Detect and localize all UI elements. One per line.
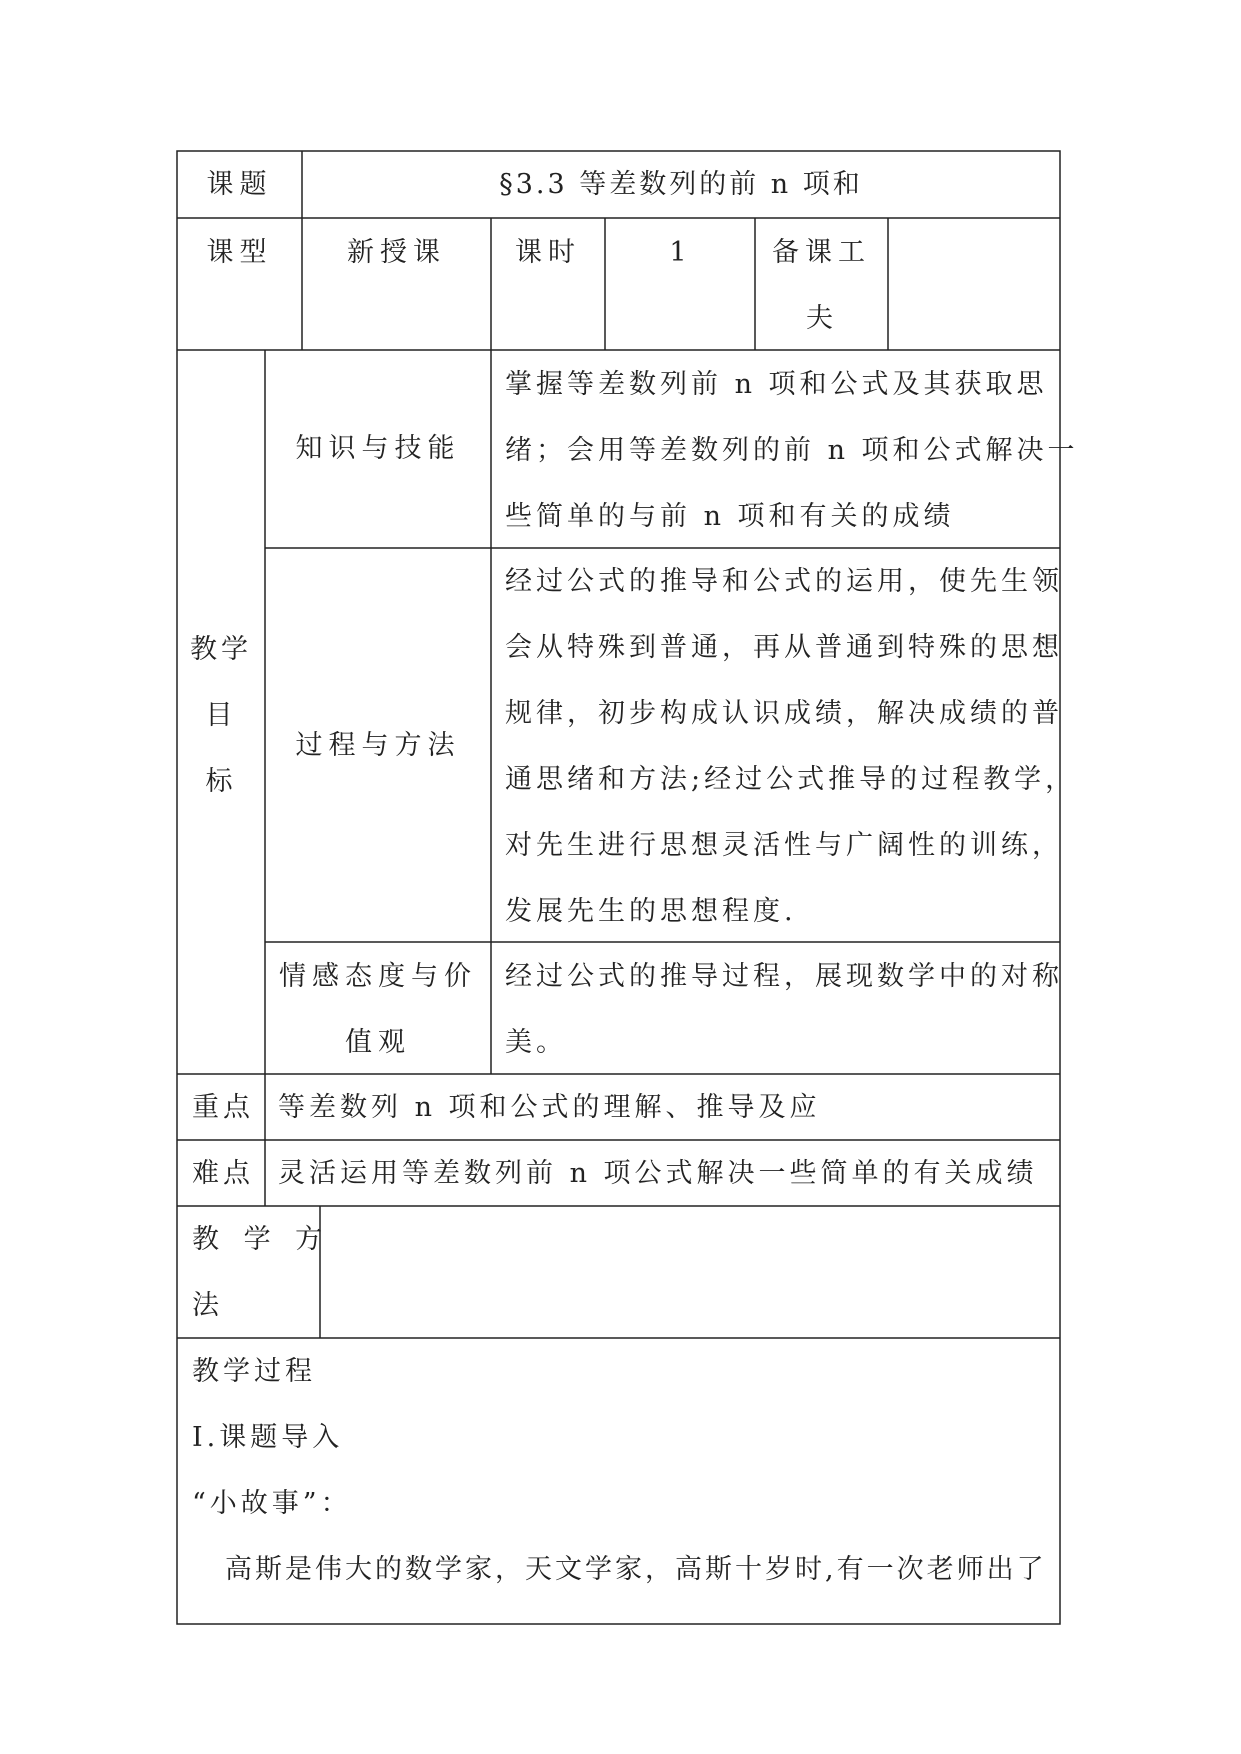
teaching-process-heading: 教学过程 <box>192 1356 316 1387</box>
objectives-label-line2: 目 <box>205 700 237 731</box>
process-methods-line: 规律，初步构成认识成绩，解决成绩的普 <box>505 698 1063 729</box>
topic-title: §3.3 等差数列的前 n 项和 <box>499 169 863 200</box>
process-methods-line: 会从特殊到普通，再从普通到特殊的思想 <box>505 632 1063 663</box>
objectives-label-line3: 标 <box>205 766 237 797</box>
key-point-value: 等差数列 n 项和公式的理解、推导及应 <box>278 1092 821 1123</box>
lesson-type-label: 课型 <box>206 237 273 268</box>
lesson-type-value: 新授课 <box>347 237 446 268</box>
emotion-values-label-line1: 情感态度与价 <box>279 961 477 992</box>
topic-label: 课题 <box>206 169 273 200</box>
knowledge-skills-line: 绪；会用等差数列的前 n 项和公式解决一 <box>505 435 1079 466</box>
process-methods-line: 通思绪和方法;经过公式推导的过程教学， <box>505 764 1077 795</box>
process-methods-label: 过程与方法 <box>295 730 461 761</box>
knowledge-skills-label: 知识与技能 <box>295 433 461 464</box>
emotion-values-line: 美。 <box>505 1027 567 1058</box>
course-intro-heading: Ⅰ.课题导入 <box>192 1422 344 1453</box>
prep-effort-label-line1: 备课工 <box>772 237 871 268</box>
difficulty-label: 难点 <box>192 1158 254 1189</box>
teaching-method-label-line2: 法 <box>192 1290 223 1321</box>
process-methods-line: 发展先生的思想程度. <box>505 896 797 927</box>
teaching-method-label-line1: 教 学 方 <box>192 1224 331 1255</box>
process-methods-line: 经过公式的推导和公式的运用，使先生领 <box>505 566 1063 597</box>
process-methods-line: 对先生进行思想灵活性与广阔性的训练， <box>505 830 1063 861</box>
lesson-hours-label: 课时 <box>515 237 581 268</box>
key-point-label: 重点 <box>192 1092 254 1123</box>
objectives-label-line1: 教学 <box>190 634 252 665</box>
knowledge-skills-line: 掌握等差数列前 n 项和公式及其获取思 <box>505 369 1048 400</box>
story-title: “小故事”： <box>192 1488 352 1519</box>
emotion-values-line: 经过公式的推导过程，展现数学中的对称 <box>505 961 1063 992</box>
prep-effort-label-line2: 夫 <box>806 303 837 334</box>
story-text: 高斯是伟大的数学家，天文学家，高斯十岁时,有一次老师出了 <box>225 1554 1047 1585</box>
lesson-hours-value: 1 <box>669 237 691 268</box>
knowledge-skills-line: 些简单的与前 n 项和有关的成绩 <box>505 501 955 532</box>
emotion-values-label-line2: 值观 <box>345 1027 411 1058</box>
difficulty-value: 灵活运用等差数列前 n 项公式解决一些简单的有关成绩 <box>278 1158 1038 1189</box>
